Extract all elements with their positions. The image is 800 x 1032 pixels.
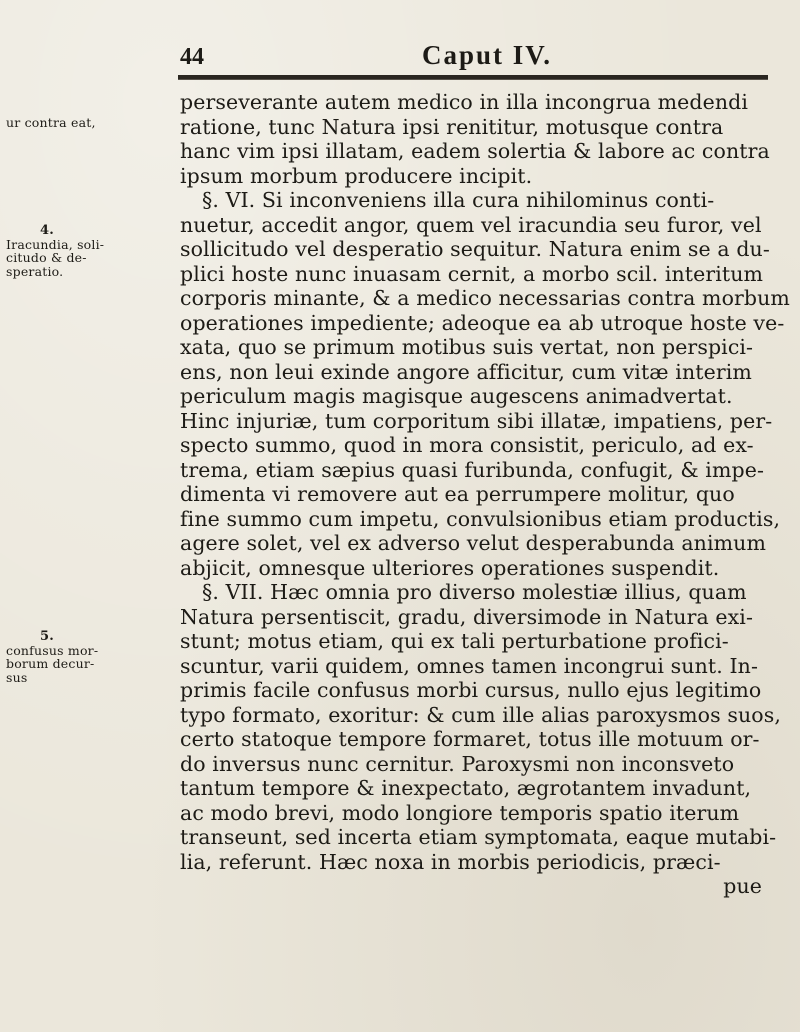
text-line: §. VI. Si inconveniens illa cura nihilominus conti- xyxy=(202,188,715,212)
text-line: §. VII. Hæc omnia pro diverso molestiæ illius, quam xyxy=(202,580,747,604)
running-title: Caput IV. xyxy=(422,40,553,70)
text-line: certo statoque tempore formaret, totus ille motuum or- xyxy=(180,727,760,751)
text-line: lia, referunt. Hæc noxa in morbis periodicis, præci- xyxy=(180,849,721,874)
text-line: tantum tempore & inexpectato, ægrotantem invadunt, xyxy=(180,776,752,800)
text-line: operationes impediente; adeoque ea ab utroque hoste ve- xyxy=(180,310,785,335)
text-line: fine summo cum impetu, convulsionibus etiam productis, xyxy=(180,506,781,531)
page-header xyxy=(178,38,768,74)
margin-note-contra xyxy=(6,116,96,130)
text-line: plici hoste nunc inuasam cernit, a morbo scil. interitum xyxy=(180,261,764,286)
margin-note-line: Iracundia, soli- xyxy=(6,236,105,252)
margin-note-confusus xyxy=(6,630,98,684)
text-line: typo formato, exoritur: & cum ille alias paroxysmos suos, xyxy=(180,702,781,727)
text-line: transeunt, sed incerta etiam symptomata, eaque mutabi- xyxy=(180,825,777,849)
text-line: ac modo brevi, modo longiore temporis spatio iterum xyxy=(180,800,740,825)
page-number: 44 xyxy=(180,44,204,70)
text-line: agere solet, vel ex adverso velut desperabunda animum xyxy=(180,531,767,555)
margin-note-line: sus xyxy=(6,669,28,685)
text-line: ipsum morbum producere incipit. xyxy=(180,163,533,188)
text-line: periculum magis magisque augescens animadvertat. xyxy=(180,384,733,408)
margin-notes xyxy=(6,0,174,1032)
body-text xyxy=(180,90,790,899)
margin-note-iracundia xyxy=(6,224,104,278)
margin-note-number: 4. xyxy=(40,223,54,238)
catchword: pue xyxy=(723,874,762,898)
text-line: scuntur, varii quidem, omnes tamen incongrui sunt. In- xyxy=(180,653,758,678)
margin-note-line: borum decur- xyxy=(6,656,95,671)
text-line: abjicit, omnesque ulteriores operationes suspendit. xyxy=(180,555,720,580)
text-line: perseverante autem medico in illa incongrua medendi xyxy=(180,90,749,114)
text-line: nuetur, accedit angor, quem vel iracundia seu furor, vel xyxy=(180,212,762,237)
text-line: primis facile confusus morbi cursus, nullo ejus legitimo xyxy=(180,678,762,702)
text-line: xata, quo se primum motibus suis vertat, non perspici- xyxy=(180,335,754,359)
text-line: Hinc injuriæ, tum corporitum sibi illatæ, impatiens, per- xyxy=(180,408,773,433)
text-line: trema, etiam sæpius quasi furibunda, confugit, & impe- xyxy=(180,457,764,482)
margin-note-line: confusus mor- xyxy=(6,642,99,658)
margin-note-line: citudo & de- xyxy=(6,250,87,265)
text-line: Natura persentiscit, gradu, diversimode in Natura exi- xyxy=(180,604,753,629)
text-line: stunt; motus etiam, qui ex tali perturbatione profici- xyxy=(180,629,729,653)
margin-note-number: 5. xyxy=(40,629,54,644)
margin-note-line: speratio. xyxy=(6,263,64,279)
text-line: dimenta vi removere aut ea perrumpere molitur, quo xyxy=(180,482,735,506)
text-line: corporis minante, & a medico necessarias contra morbum xyxy=(180,286,790,310)
margin-note-line: ur contra eat, xyxy=(6,115,96,130)
text-line: hanc vim ipsi illatam, eadem solertia & labore ac contra xyxy=(180,139,770,163)
text-line: specto summo, quod in mora consistit, periculo, ad ex- xyxy=(180,433,754,457)
text-line: ratione, tunc Natura ipsi renititur, motusque contra xyxy=(180,114,724,139)
text-line: ens, non leui exinde angore afficitur, cum vitæ interim xyxy=(180,359,752,384)
text-line: sollicitudo vel desperatio sequitur. Natura enim se a du- xyxy=(180,237,770,261)
header-rule xyxy=(178,75,768,80)
text-line: do inversus nunc cernitur. Paroxysmi non inconsveto xyxy=(180,751,735,776)
